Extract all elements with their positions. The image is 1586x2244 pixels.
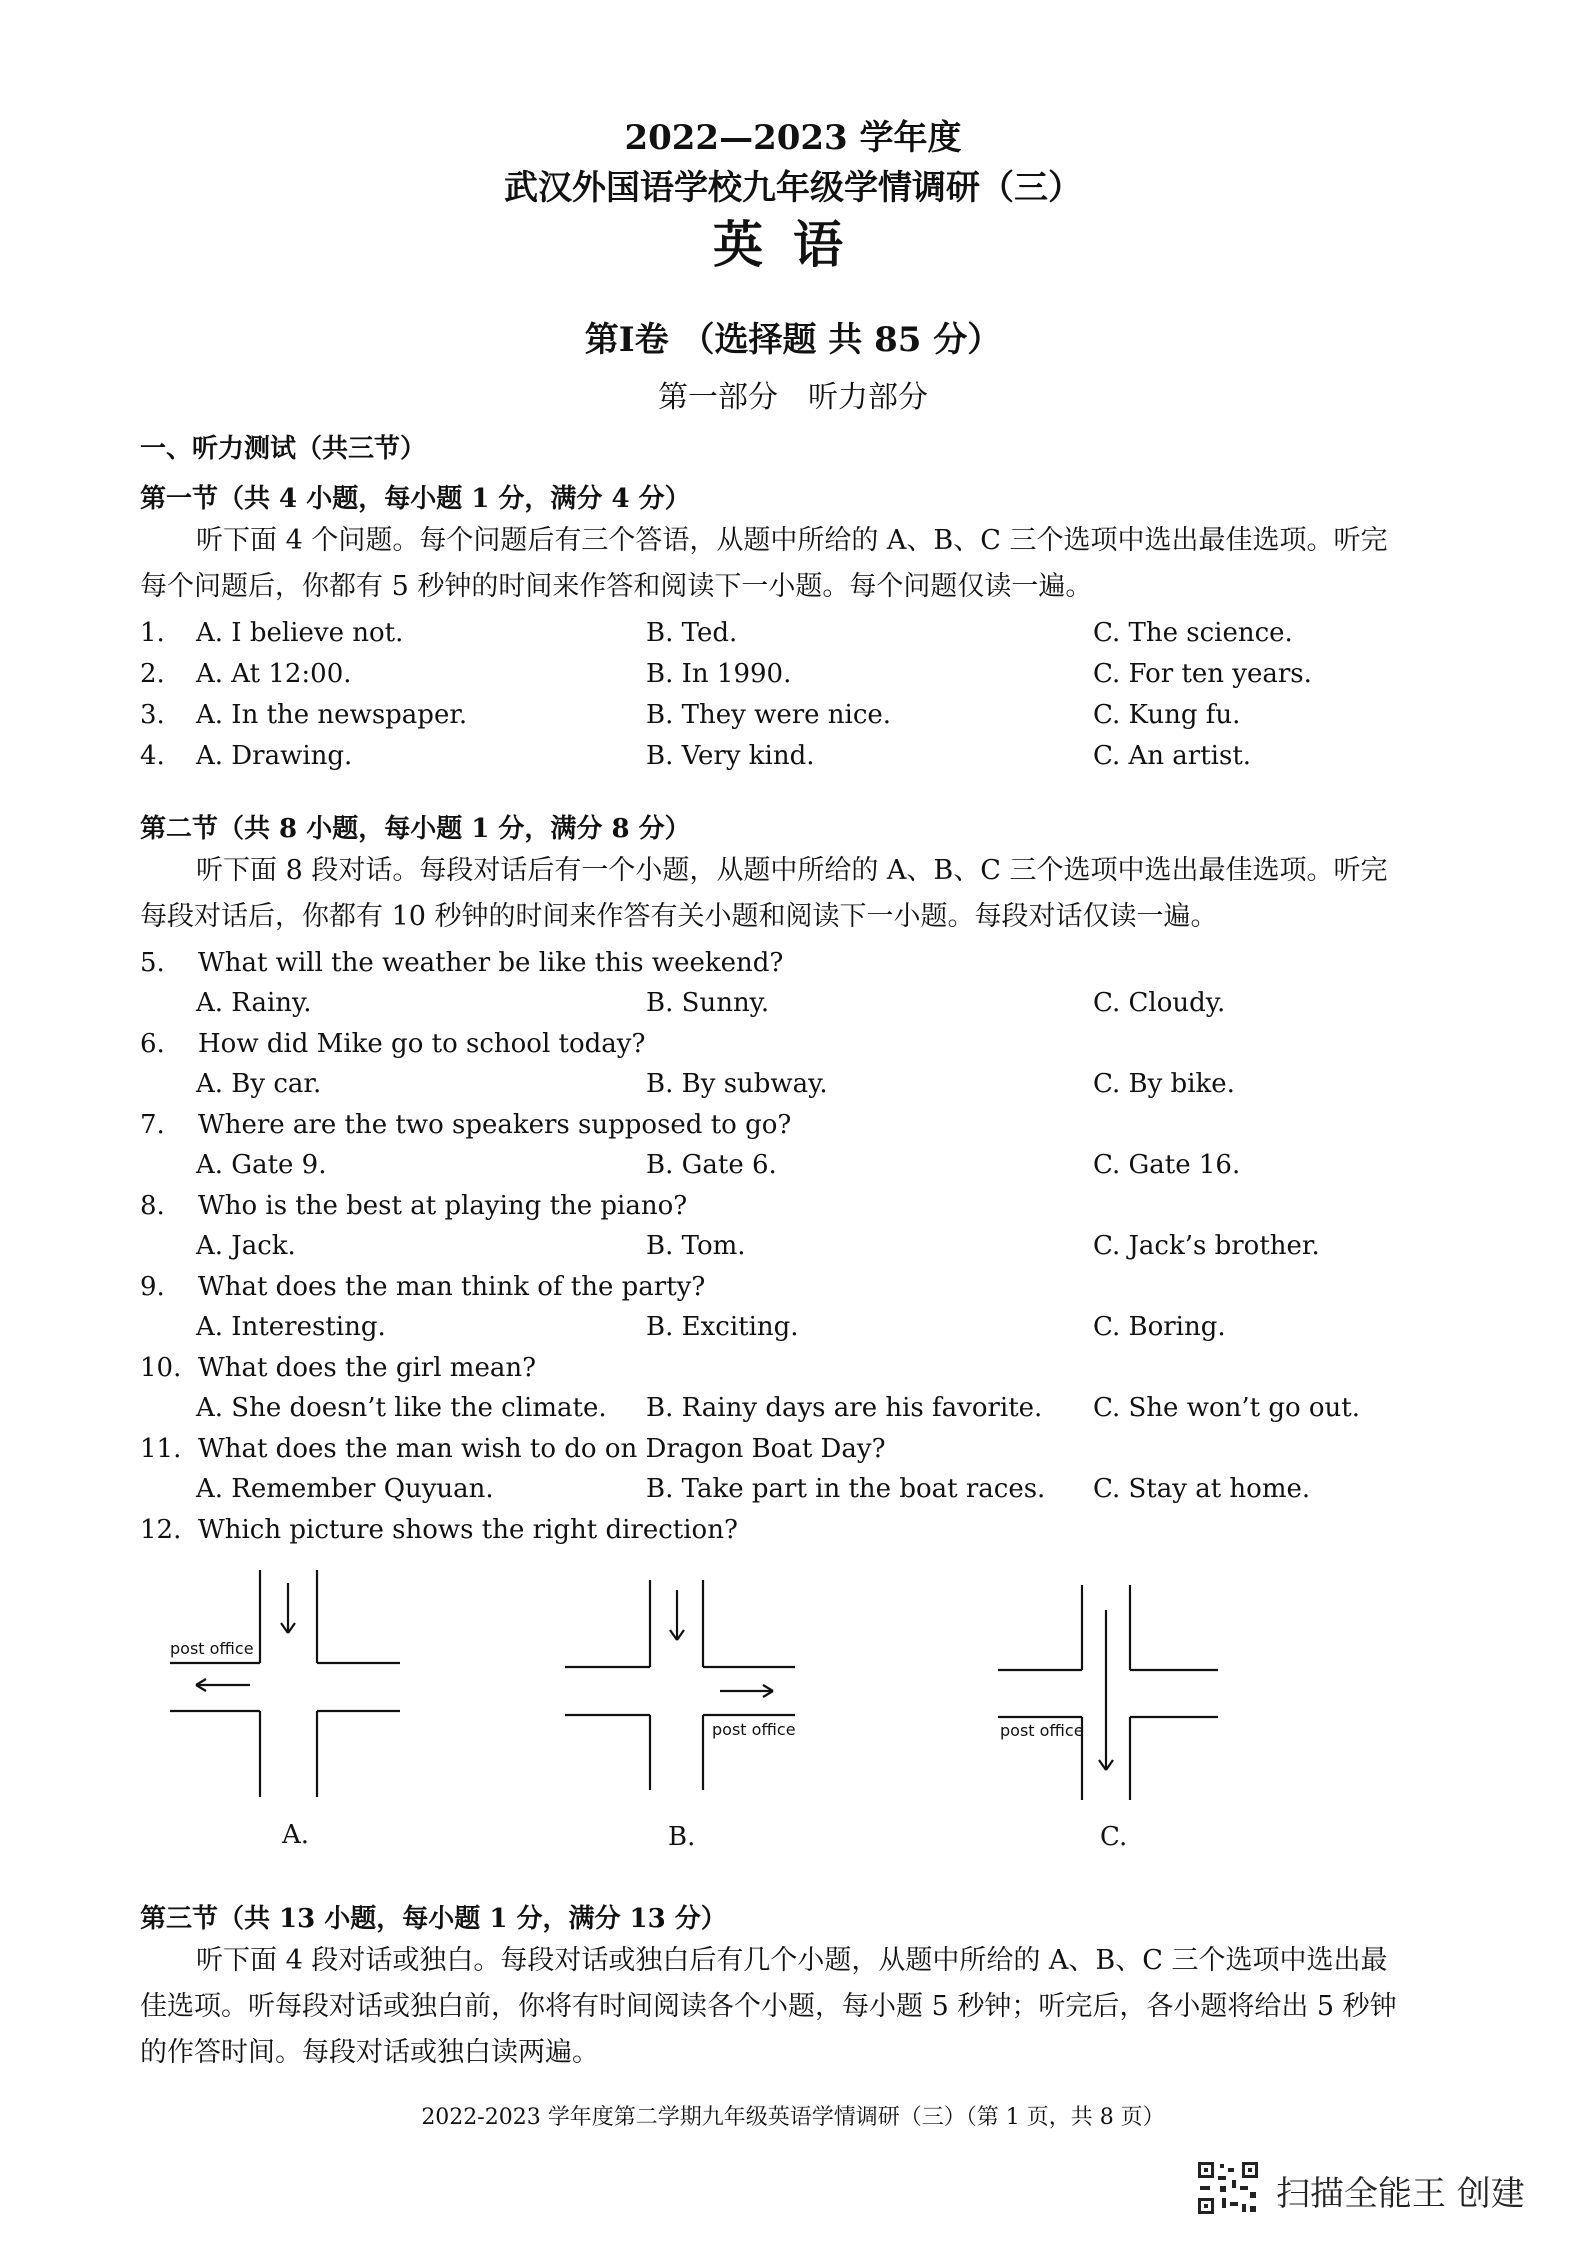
- option-b: B. Gate 6.: [646, 1150, 777, 1180]
- option-c: C. By bike.: [1093, 1069, 1235, 1099]
- option-a: A. Drawing.: [196, 741, 353, 771]
- question-text: What will the weather be like this weekend?: [198, 948, 784, 978]
- direction-diagram-c: [990, 1580, 1230, 1805]
- option-c: C. Stay at home.: [1093, 1474, 1311, 1504]
- down-arrow-icon: [670, 1590, 684, 1640]
- volume-title: 第Ⅰ卷 （选择题 共 85 分）: [584, 320, 1002, 360]
- section3-title: 第三节（共 13 小题，每小题 1 分，满分 13 分）: [140, 1904, 727, 1934]
- section3-instruction-line2: 佳选项。听每段对话或独白前，你将有时间阅读各个小题，每小题 5 秒钟；听完后，各小题将给出 5 秒钟: [140, 1991, 1397, 2022]
- option-c: C. Cloudy.: [1093, 988, 1226, 1018]
- watermark-text: 扫描全能王 创建: [1276, 2174, 1525, 2214]
- section-main-title: 一、听力测试（共三节）: [140, 434, 427, 464]
- section1-instruction-line2: 每个问题后，你都有 5 秒钟的时间来作答和阅读下一小题。每个问题仅读一遍。: [140, 571, 1093, 602]
- down-arrow-icon: [1099, 1610, 1113, 1770]
- question-text: How did Mike go to school today?: [198, 1029, 646, 1059]
- option-c: C. The science.: [1093, 618, 1293, 648]
- question-text: Where are the two speakers supposed to go?: [198, 1110, 792, 1140]
- post-office-label: post office: [1000, 1721, 1084, 1740]
- option-a: A. At 12:00.: [196, 659, 352, 689]
- post-office-label: post office: [170, 1639, 254, 1658]
- option-a: A. Interesting.: [196, 1312, 386, 1342]
- question-number: 4.: [140, 741, 165, 771]
- option-b: B. Very kind.: [646, 741, 815, 771]
- question-text: Which picture shows the right direction?: [198, 1515, 738, 1545]
- part-title: 第一部分 听力部分: [658, 380, 928, 415]
- question-text: What does the man think of the party?: [198, 1272, 706, 1302]
- section3-instruction-line1: 听下面 4 段对话或独白。每段对话或独白后有几个小题，从题中所给的 A、B、C 三个选项中选出最: [196, 1945, 1388, 1976]
- question-number: 10.: [140, 1353, 182, 1383]
- option-a: A. Rainy.: [196, 988, 312, 1018]
- question-number: 8.: [140, 1191, 165, 1221]
- diagram-label-c: C.: [1100, 1822, 1128, 1852]
- diagram-label-b: B.: [668, 1822, 696, 1852]
- qr-code-icon: [1196, 2160, 1260, 2216]
- question-number: 11.: [140, 1434, 182, 1464]
- question-text: What does the girl mean?: [198, 1353, 537, 1383]
- exam-subject: 英语: [713, 215, 873, 274]
- question-number: 5.: [140, 948, 165, 978]
- question-text: What does the man wish to do on Dragon Boat Day?: [198, 1434, 886, 1464]
- option-a: A. Jack.: [196, 1231, 296, 1261]
- option-b: B. Tom.: [646, 1231, 746, 1261]
- section1-title: 第一节（共 4 小题，每小题 1 分，满分 4 分）: [140, 484, 691, 514]
- question-number: 12.: [140, 1515, 182, 1545]
- option-c: C. She won’t go out.: [1093, 1393, 1361, 1423]
- exam-school-title: 武汉外国语学校九年级学情调研（三）: [504, 168, 1082, 208]
- option-c: C. Boring.: [1093, 1312, 1226, 1342]
- option-c: C. For ten years.: [1093, 659, 1312, 689]
- option-b: B. Rainy days are his favorite.: [646, 1393, 1043, 1423]
- option-c: C. Jack’s brother.: [1093, 1231, 1320, 1261]
- option-a: A. I believe not.: [196, 618, 404, 648]
- direction-diagram-a: [160, 1565, 410, 1805]
- option-c: C. Gate 16.: [1093, 1150, 1241, 1180]
- diagram-label-a: A.: [282, 1820, 310, 1850]
- scanner-watermark: [1196, 2160, 1561, 2216]
- question-text: Who is the best at playing the piano?: [198, 1191, 688, 1221]
- question-number: 2.: [140, 659, 165, 689]
- option-b: B. They were nice.: [646, 700, 892, 730]
- question-number: 6.: [140, 1029, 165, 1059]
- option-b: B. By subway.: [646, 1069, 828, 1099]
- option-b: B. Take part in the boat races.: [646, 1474, 1046, 1504]
- option-a: A. Remember Quyuan.: [196, 1474, 494, 1504]
- option-a: A. Gate 9.: [196, 1150, 327, 1180]
- direction-diagram-b: [555, 1575, 805, 1795]
- question-number: 9.: [140, 1272, 165, 1302]
- post-office-label: post office: [712, 1720, 796, 1739]
- section2-instruction-line2: 每段对话后，你都有 10 秒钟的时间来作答有关小题和阅读下一小题。每段对话仅读一遍。: [140, 901, 1218, 932]
- option-b: B. In 1990.: [646, 659, 792, 689]
- down-arrow-icon: [281, 1583, 295, 1633]
- option-b: B. Sunny.: [646, 988, 770, 1018]
- question-number: 7.: [140, 1110, 165, 1140]
- section3-instruction-line3: 的作答时间。每段对话或独白读两遍。: [140, 2037, 599, 2068]
- exam-year: 2022—2023 学年度: [624, 118, 962, 158]
- section2-instruction-line1: 听下面 8 段对话。每段对话后有一个小题，从题中所给的 A、B、C 三个选项中选出最佳选项。听完: [196, 855, 1388, 886]
- page-footer: 2022-2023 学年度第二学期九年级英语学情调研（三）（第 1 页，共 8 页）: [421, 2105, 1165, 2130]
- option-a: A. By car.: [196, 1069, 322, 1099]
- question-number: 3.: [140, 700, 165, 730]
- option-b: B. Exciting.: [646, 1312, 799, 1342]
- option-a: A. She doesn’t like the climate.: [196, 1393, 607, 1423]
- question-number: 1.: [140, 618, 165, 648]
- right-arrow-icon: [720, 1685, 773, 1697]
- section2-title: 第二节（共 8 小题，每小题 1 分，满分 8 分）: [140, 814, 691, 844]
- option-b: B. Ted.: [646, 618, 738, 648]
- option-c: C. Kung fu.: [1093, 700, 1241, 730]
- option-c: C. An artist.: [1093, 741, 1252, 771]
- left-arrow-icon: [196, 1679, 250, 1691]
- option-a: A. In the newspaper.: [196, 700, 468, 730]
- section1-instruction-line1: 听下面 4 个问题。每个问题后有三个答语，从题中所给的 A、B、C 三个选项中选出最佳选项。听完: [196, 525, 1388, 556]
